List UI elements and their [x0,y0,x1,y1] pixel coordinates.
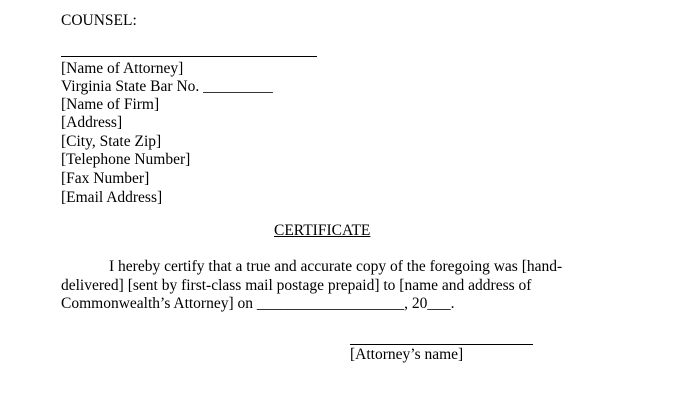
counsel-signature-line [61,56,317,57]
attorney-signature-line [350,344,533,345]
certificate-heading: CERTIFICATE [274,222,371,239]
certificate-text-line-1: I hereby certify that a true and accurate copy of the foregoing was [hand- [109,258,563,275]
city-state-zip: [City, State Zip] [61,133,162,150]
attorney-name: [Name of Attorney] [61,60,184,77]
email-address: [Email Address] [61,189,163,206]
telephone-number: [Telephone Number] [61,151,191,168]
counsel-label: COUNSEL: [61,12,137,29]
bar-number: Virginia State Bar No. _________ [61,78,273,95]
certificate-text-line-2: delivered] [sent by first-class mail postage prepaid] to [name and address of [61,277,532,294]
firm-address: [Address] [61,114,123,131]
certificate-text-line-3: Commonwealth’s Attorney] on ___________________, 20___. [61,295,455,312]
firm-name: [Name of Firm] [61,96,160,113]
fax-number: [Fax Number] [61,170,150,187]
attorney-name-caption: [Attorney’s name] [350,346,464,363]
